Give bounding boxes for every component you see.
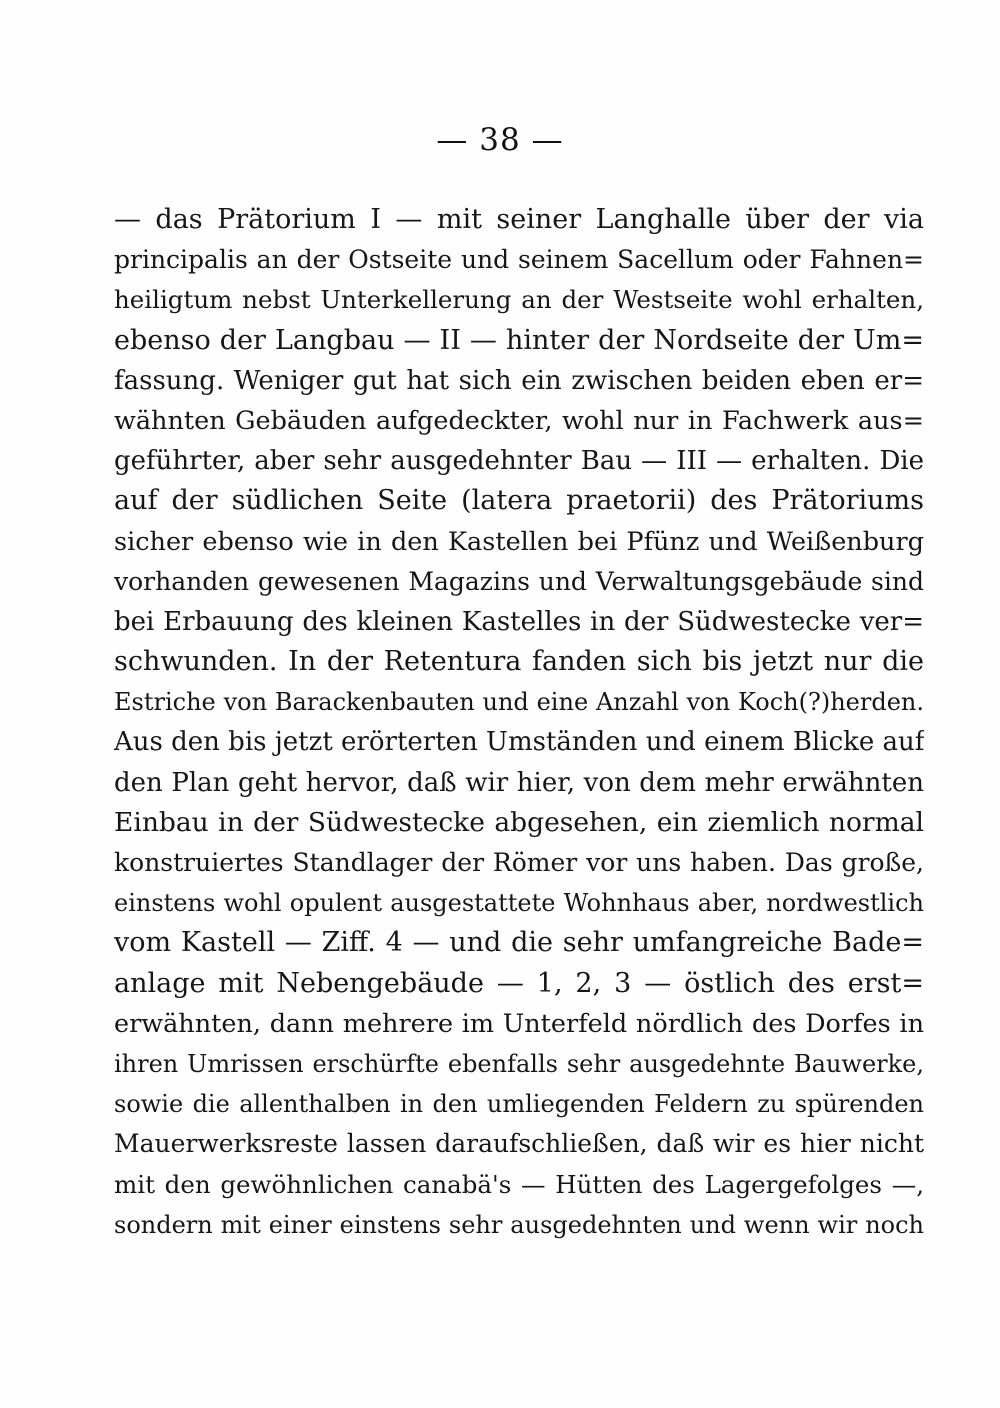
text-line: ihren Umrissen erschürfte ebenfalls sehr ausgedehnte Bauwerke, xyxy=(114,1049,924,1078)
text-line: wähnten Gebäuden aufgedeckter, wohl nur in Fachwerk aus= xyxy=(114,405,924,436)
text-line: Mauerwerksreste lassen daraufschließen, daß wir es hier nicht xyxy=(114,1129,924,1159)
text-line: principalis an der Ostseite und seinem Sacellum oder Fahnen= xyxy=(114,245,924,275)
text-line: auf der südlichen Seite (latera praetorii) des Prätoriums xyxy=(114,485,924,517)
text-line: vorhanden gewesenen Magazins und Verwaltungsgebäude sind xyxy=(114,566,924,596)
text-line: Aus den bis jetzt erörterten Umständen und einem Blicke auf xyxy=(114,727,924,758)
text-line: vom Kastell — Ziff. 4 — und die sehr umfangreiche Bade= xyxy=(114,927,924,959)
text-line: geführter, aber sehr ausgedehnter Bau — III — erhalten. Die xyxy=(114,446,924,477)
page-number: — 38 — xyxy=(436,122,564,158)
text-line: heiligtum nebst Unterkellerung an der Westseite wohl erhalten, xyxy=(114,285,924,315)
text-line: Einbau in der Südwestecke abgesehen, ein ziemlich normal xyxy=(114,806,924,838)
text-line: schwunden. In der Retentura fanden sich bis jetzt nur die xyxy=(114,646,924,678)
text-line: konstruiertes Standlager der Römer vor uns haben. Das große, xyxy=(114,848,924,877)
text-line: mit den gewöhnlichen canabä's — Hütten des Lagergefolges —, xyxy=(114,1169,924,1199)
text-line: erwähnten, dann mehrere im Unterfeld nördlich des Dorfes in xyxy=(114,1008,924,1039)
text-line: fassung. Weniger gut hat sich ein zwischen beiden eben er= xyxy=(114,365,924,396)
text-line: sondern mit einer einstens sehr ausgedehnten und wenn wir noch xyxy=(114,1210,924,1239)
text-line: ebenso der Langbau — II — hinter der Nordseite der Um= xyxy=(114,324,924,356)
text-line: bei Erbauung des kleinen Kastelles in der Südwestecke ver= xyxy=(114,606,924,637)
text-line: einstens wohl opulent ausgestattete Wohnhaus aber, nordwestlich xyxy=(114,889,924,918)
text-line: sowie die allenthalben in den umliegenden Feldern zu spürenden xyxy=(114,1090,924,1119)
text-line: — das Prätorium I — mit seiner Langhalle über der via xyxy=(114,204,924,235)
text-line: Estriche von Barackenbauten und eine Anzahl von Koch(?)herden. xyxy=(114,688,924,717)
body-text xyxy=(114,200,924,1245)
text-line: anlage mit Nebengebäude — 1, 2, 3 — östlich des erst= xyxy=(114,967,924,999)
text-line: den Plan geht hervor, daß wir hier, von dem mehr erwähnten xyxy=(114,767,924,798)
text-line: sicher ebenso wie in den Kastellen bei Pfünz und Weißenburg xyxy=(114,526,924,557)
